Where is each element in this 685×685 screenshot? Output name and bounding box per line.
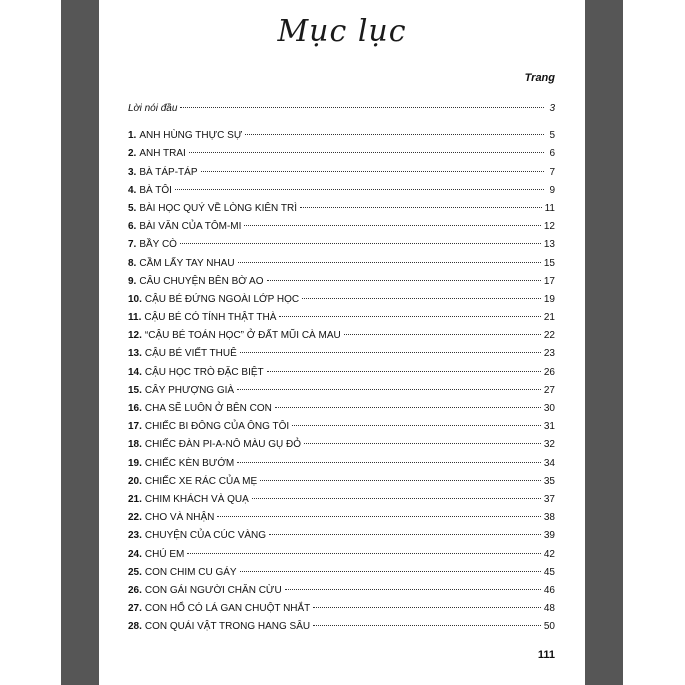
toc-leader-dots [201, 171, 544, 172]
toc-entry-page: 15 [543, 257, 555, 269]
toc-leader-dots [275, 407, 541, 408]
toc-leader-dots [238, 262, 541, 263]
toc-leader-dots [313, 625, 541, 626]
toc-leader-dots [237, 462, 541, 463]
book-page [99, 0, 585, 685]
toc-entry-title: CHA SẼ LUÔN Ở BÊN CON [144, 403, 272, 414]
toc-entry-number: 11. [128, 312, 142, 324]
toc-entry-page: 21 [543, 312, 555, 324]
toc-entry-page: 30 [543, 403, 555, 414]
toc-leader-dots [292, 425, 541, 426]
toc-entry-title: ANH TRAI [139, 148, 186, 160]
toc-entry-number: 20. [128, 475, 142, 487]
toc-entry-row [128, 512, 555, 530]
toc-leader-dots [245, 134, 544, 135]
toc-entry-number: 23. [128, 530, 142, 542]
toc-entry-row [128, 476, 555, 494]
toc-entry-title: CÂU CHUYỆN BÊN BỜ AO [139, 275, 264, 287]
toc-entry-page: 37 [543, 493, 555, 505]
toc-entry-page: 7 [549, 166, 555, 178]
toc-entry-row [128, 439, 555, 457]
table-of-contents [128, 103, 555, 639]
toc-entry-row [128, 330, 555, 348]
toc-entry-row [128, 367, 555, 385]
toc-leader-dots [180, 107, 544, 108]
toc-entry-page: 11 [544, 202, 555, 214]
toc-entry-row [128, 385, 555, 403]
toc-entry-row [128, 312, 555, 330]
toc-entry-page: 31 [543, 421, 555, 433]
toc-entry-page: 23 [543, 348, 555, 360]
toc-entry-number: 28. [128, 621, 142, 633]
toc-entry-title: BÀI VĂN CỦA TÔM-MI [139, 221, 242, 233]
toc-entry-number: 8. [128, 257, 137, 269]
toc-entry-row [128, 239, 555, 257]
toc-entry-number: 25. [128, 566, 142, 578]
toc-entry-title: “CẬU BÉ TOÁN HỌC” Ở ĐẤT MŨI CÀ MAU [144, 330, 341, 342]
toc-leader-dots [279, 316, 540, 317]
toc-entry-number: 14. [128, 366, 142, 378]
toc-entry-title: CHIẾC ĐÀN PI-A-NÔ MÀU GỤ ĐỎ [144, 439, 302, 451]
toc-entry-row [128, 494, 555, 512]
toc-entry-row [128, 221, 555, 239]
toc-leader-dots [304, 443, 541, 444]
toc-leader-dots [344, 334, 541, 335]
toc-entry-row [128, 294, 555, 312]
toc-entry-page: 45 [543, 566, 555, 578]
toc-entry-row [128, 167, 555, 185]
toc-entry-title: CÂY PHƯỢNG GIÀ [144, 384, 235, 396]
toc-entry-title: BẦY CÒ [139, 239, 177, 251]
toc-entry-title: CẦM LẤY TAY NHAU [139, 257, 235, 269]
toc-entry-number: 7. [128, 239, 137, 251]
toc-entry-title: BÀI HỌC QUÝ VỀ LÒNG KIÊN TRÌ [139, 202, 297, 214]
toc-entry-number: 27. [128, 603, 142, 615]
toc-leader-dots [187, 553, 541, 554]
toc-entry-row [128, 130, 555, 148]
toc-entry-number: 1. [128, 130, 137, 142]
toc-entry-title: CHIẾC BI ĐÔNG CỦA ÔNG TÔI [144, 421, 290, 433]
page-column-header: Trang [524, 72, 555, 84]
toc-entry-number: 16. [128, 403, 142, 414]
toc-intro-row [128, 103, 555, 121]
toc-entry-page: 13 [543, 239, 555, 251]
toc-entry-number: 22. [128, 512, 142, 524]
page-number: 111 [537, 649, 555, 661]
toc-leader-dots [267, 371, 541, 372]
toc-entry-number: 3. [128, 166, 137, 178]
toc-entry-page: 22 [543, 330, 555, 342]
toc-entry-number: 24. [128, 548, 142, 560]
toc-entry-number: 17. [128, 421, 142, 433]
toc-leader-dots [285, 589, 541, 590]
toc-entry-title: BÀ TÔI [139, 184, 172, 196]
toc-leader-dots [180, 243, 541, 244]
toc-entry-title: CẬU HỌC TRÒ ĐẶC BIỆT [144, 366, 264, 378]
toc-leader-dots [240, 571, 541, 572]
toc-leader-dots [237, 389, 541, 390]
right-border [585, 0, 623, 685]
toc-entry-page: 42 [543, 548, 555, 560]
toc-entry-page: 27 [543, 384, 555, 396]
toc-entry-title: CẬU BÉ ĐỨNG NGOÀI LỚP HỌC [144, 293, 300, 305]
toc-entry-number: 18. [128, 439, 142, 451]
toc-entry-number: 10. [128, 293, 142, 305]
toc-entry-page: 48 [543, 603, 555, 615]
toc-entry-title: CẬU BÉ VIẾT THUÊ [144, 348, 237, 360]
toc-entry-number: 19. [128, 457, 142, 469]
toc-entry-row [128, 348, 555, 366]
toc-entry-title: CON HỔ CÓ LÁ GAN CHUỘT NHẮT [144, 603, 311, 615]
toc-entry-number: 26. [128, 584, 142, 596]
toc-leader-dots [175, 189, 544, 190]
toc-entry-number: 13. [128, 348, 142, 360]
toc-entry-title: CON GÁI NGƯỜI CHĂN CỪU [144, 584, 282, 596]
toc-entry-page: 38 [543, 512, 555, 524]
toc-leader-dots [267, 280, 541, 281]
toc-entry-row [128, 549, 555, 567]
toc-entry-row [128, 621, 555, 639]
toc-entry-title: CHUYỆN CỦA CÚC VÀNG [144, 530, 267, 542]
toc-entry-number: 5. [128, 202, 137, 214]
toc-entry-number: 4. [128, 184, 137, 196]
toc-leader-dots [240, 352, 541, 353]
toc-entry-page: 17 [543, 275, 555, 287]
toc-intro-page: 3 [549, 103, 555, 114]
toc-entry-row [128, 185, 555, 203]
toc-entry-row [128, 603, 555, 621]
toc-entry-number: 15. [128, 384, 142, 396]
toc-entry-page: 6 [549, 148, 555, 160]
toc-entry-page: 35 [543, 475, 555, 487]
toc-entry-number: 12. [128, 330, 142, 342]
toc-entry-page: 26 [543, 366, 555, 378]
page-title: Mục lục [277, 14, 407, 49]
toc-entry-page: 9 [549, 184, 555, 196]
toc-entry-title: CHIẾC XE RÁC CỦA MẸ [144, 475, 258, 487]
toc-leader-dots [244, 225, 540, 226]
toc-leader-dots [302, 298, 541, 299]
toc-entry-title: ANH HÙNG THỰC SỰ [139, 130, 243, 142]
toc-entry-page: 19 [543, 293, 555, 305]
toc-entry-row [128, 148, 555, 166]
toc-entry-row [128, 258, 555, 276]
toc-entry-page: 46 [543, 584, 555, 596]
toc-entry-page: 34 [543, 457, 555, 469]
toc-entry-page: 39 [543, 530, 555, 542]
toc-entry-title: CON QUÁI VẬT TRONG HANG SÂU [144, 621, 311, 633]
toc-entry-row [128, 276, 555, 294]
toc-entry-title: CHIM KHÁCH VÀ QUẠ [144, 493, 249, 505]
toc-entry-number: 9. [128, 275, 137, 287]
toc-entry-title: BÀ TÁP-TÁP [139, 166, 198, 178]
toc-entry-title: CẬU BÉ CÓ TÍNH THẬT THÀ [144, 312, 277, 324]
toc-entry-row [128, 458, 555, 476]
toc-leader-dots [313, 607, 541, 608]
toc-entry-number: 2. [128, 148, 137, 160]
toc-leader-dots [269, 534, 541, 535]
toc-entry-title: CHÚ EM [144, 548, 185, 560]
toc-entry-page: 5 [549, 130, 555, 142]
toc-entry-row [128, 567, 555, 585]
toc-entry-title: CON CHIM CU GÁY [144, 566, 237, 578]
toc-entry-number: 6. [128, 221, 137, 233]
toc-entry-title: CHIẾC KÈN BƯỚM [144, 457, 235, 469]
toc-leader-dots [260, 480, 541, 481]
left-border [61, 0, 99, 685]
toc-entry-number: 21. [128, 493, 142, 505]
toc-leader-dots [252, 498, 541, 499]
toc-entry-page: 32 [543, 439, 555, 451]
toc-entry-page: 50 [543, 621, 555, 633]
toc-intro-label: Lời nói đầu [128, 103, 178, 114]
toc-entry-row [128, 585, 555, 603]
toc-leader-dots [300, 207, 542, 208]
toc-leader-dots [217, 516, 541, 517]
toc-entry-row [128, 203, 555, 221]
toc-entry-row [128, 530, 555, 548]
toc-entry-row [128, 421, 555, 439]
toc-entry-page: 12 [543, 221, 555, 233]
toc-entry-row [128, 403, 555, 421]
toc-entry-title: CHO VÀ NHẬN [144, 512, 215, 524]
toc-leader-dots [189, 152, 544, 153]
